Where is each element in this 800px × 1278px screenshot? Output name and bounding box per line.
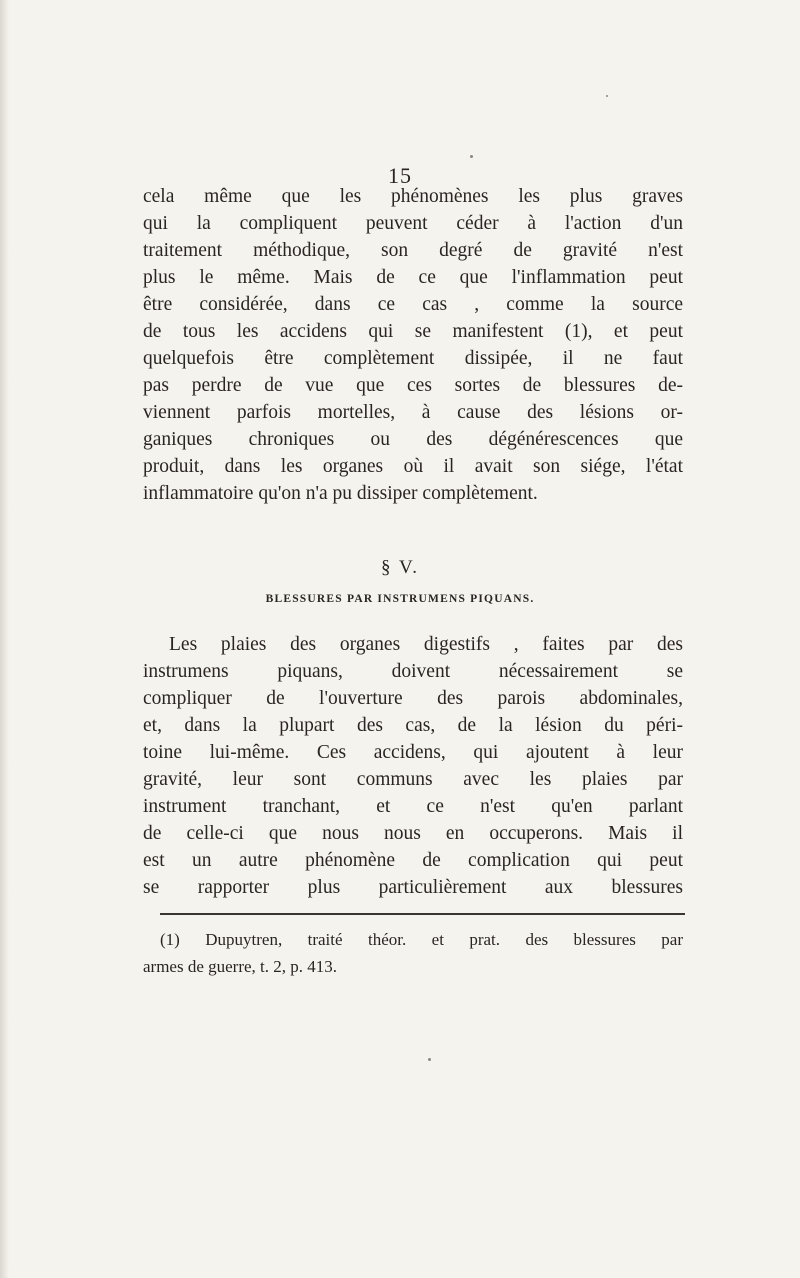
footnote-line: (1) Dupuytren, traité théor. et prat. des blessures par <box>160 930 683 949</box>
text-line: de celle-ci que nous nous en occuperons. Mais il <box>143 823 683 844</box>
page-number: 15 <box>388 163 412 188</box>
text-line: quelquefois être complètement dissipée, il ne faut <box>143 348 683 369</box>
paper-speck <box>470 155 473 158</box>
text-line: gravité, leur sont communs avec les plaies par <box>143 769 683 790</box>
paragraph-2 <box>143 631 683 901</box>
text-line: inflammatoire qu'on n'a pu dissiper complètement. <box>143 483 538 504</box>
paragraph-1 <box>143 183 683 507</box>
text-line: toine lui-même. Ces accidens, qui ajoutent à leur <box>143 742 683 763</box>
text-line: viennent parfois mortelles, à cause des lésions or- <box>143 402 683 423</box>
text-line: compliquer de l'ouverture des parois abdominales, <box>143 688 683 709</box>
footnote-line: armes de guerre, t. 2, p. 413. <box>143 957 338 976</box>
text-line: traitement méthodique, son degré de gravité n'est <box>143 240 683 261</box>
footnote <box>143 926 683 980</box>
paper-speck <box>606 95 608 97</box>
text-line: de tous les accidens qui se manifestent (1), et peut <box>143 321 683 342</box>
text-line: cela même que les phénomènes les plus graves <box>143 186 683 207</box>
text-line: pas perdre de vue que ces sortes de blessures de- <box>143 375 683 396</box>
text-line: Les plaies des organes digestifs , faites par des <box>169 634 683 655</box>
page-edge-shadow <box>0 0 9 1278</box>
section-mark: § V. <box>381 557 419 578</box>
footnote-rule <box>160 913 685 915</box>
text-line: est un autre phénomène de complication qui peut <box>143 850 683 871</box>
text-line: instrumens piquans, doivent nécessairement se <box>143 661 683 682</box>
text-line: être considérée, dans ce cas , comme la source <box>143 294 683 315</box>
paper-speck <box>428 1058 431 1061</box>
text-line: plus le même. Mais de ce que l'inflammation peut <box>143 267 683 288</box>
text-line: ganiques chroniques ou des dégénérescences que <box>143 429 683 450</box>
text-line: qui la compliquent peuvent céder à l'action d'un <box>143 213 683 234</box>
section-heading: BLESSURES PAR INSTRUMENS PIQUANS. <box>265 593 535 605</box>
text-line: se rapporter plus particulièrement aux blessures <box>143 877 683 898</box>
text-line: et, dans la plupart des cas, de la lésion du péri- <box>143 715 683 736</box>
text-line: instrument tranchant, et ce n'est qu'en parlant <box>143 796 683 817</box>
text-line: produit, dans les organes où il avait son siége, l'état <box>143 456 683 477</box>
